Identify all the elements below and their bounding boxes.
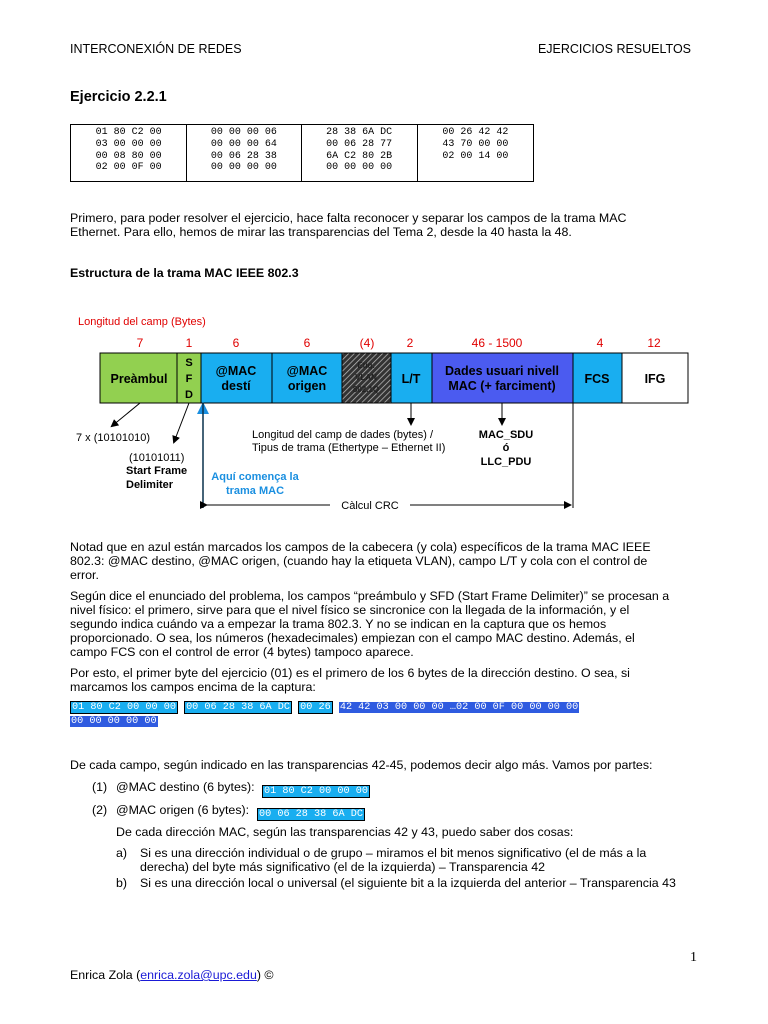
hex-column: 01 80 C2 00 03 00 00 00 00 08 80 00 02 00 0F 00 — [71, 125, 187, 182]
hex-column: 28 38 6A DC 00 06 28 77 6A C2 80 2B 00 00 00 00 — [301, 125, 417, 182]
sfd-note-1: (10101011) — [129, 452, 185, 464]
data-field — [432, 353, 573, 403]
lt-label: L/T — [401, 372, 421, 386]
sfd-letter: D — [185, 389, 193, 401]
vlan-label-3: 802.1Q — [352, 385, 380, 394]
capture-line-2 — [70, 716, 158, 727]
capture-line-1 — [70, 702, 579, 713]
preambul-label: Preàmbul — [110, 372, 168, 386]
intro-line-1: Primero, para poder resolver el ejercicio, hace falta reconocer y separar los campos de la trama MAC — [70, 211, 627, 225]
sub-a-label: a) — [116, 846, 128, 860]
sfd-note-3: Delimiter — [126, 479, 174, 491]
blue-note-line-1: Notad que en azul están marcados los campos de la cabecera (y cola) específicos de la trama MAC IEEE — [70, 540, 651, 554]
section-heading: Estructura de la trama MAC IEEE 802.3 — [70, 266, 299, 280]
header-right: EJERCICIOS RESUELTOS — [537, 42, 691, 56]
size-mac-orig: 6 — [303, 336, 311, 350]
lt-note-2: Tipus de trama (Ethertype – Ethernet II) — [252, 442, 446, 454]
ifg-label: IFG — [644, 372, 666, 386]
page-number: 1 — [690, 950, 697, 965]
enunciado-line: segundo indica cuándo va a empezar la trama 802.3. Y no se indican en la captura que os hemos — [70, 617, 607, 631]
fcs-label: FCS — [584, 372, 610, 386]
por-esto-line-1: Por esto, el primer byte del ejercicio (01) es el primero de los 6 bytes de la dirección destino. O sea, si — [70, 666, 630, 680]
preambul-note: 7 x (10101010) — [76, 432, 150, 444]
header-left: INTERCONEXIÓN DE REDES — [70, 42, 242, 56]
list-label: @MAC origen (6 bytes): — [116, 803, 250, 817]
data-label-1: Dades usuari nivell — [445, 364, 559, 378]
por-esto-line-2: marcamos los campos encima de la captura: — [70, 680, 316, 694]
sfd-letter: F — [185, 373, 193, 385]
capture-mac-dest: 01 80 C2 00 00 00 — [72, 702, 176, 713]
size-sfd: 1 — [185, 336, 193, 350]
list-num: (2) — [92, 803, 108, 817]
footer-end: ) © — [256, 968, 274, 982]
sdu-note-2: ó — [502, 442, 510, 454]
footer-email-link[interactable]: enrica.zola@upc.edu — [140, 968, 257, 982]
sdu-note-3: LLC_PDU — [480, 456, 532, 468]
sub-a-line-1: Si es una dirección individual o de grupo – miramos el bit menos significativo (el de más a la — [140, 846, 647, 860]
footer-name: Enrica Zola ( — [70, 968, 141, 982]
sfd-arrow — [174, 403, 189, 442]
mac-dest-field — [201, 353, 272, 403]
blue-note-line-2: 802.3: @MAC destino, @MAC origen, (cuando hay la etiqueta VLAN), campo L/T y cola con el control de — [70, 554, 648, 568]
intro-line-2: Ethernet. Para ello, hemos de mirar las transparencias del Tema 2, desde la 40 hasta la 48. — [70, 225, 572, 239]
start-note-2: trama MAC — [225, 485, 285, 497]
list-label: @MAC destino (6 bytes): — [116, 780, 255, 794]
sdu-note-1: MAC_SDU — [478, 429, 534, 441]
list-num: (1) — [92, 780, 108, 794]
blue-note-line-3: error. — [70, 568, 99, 582]
length-label: Longitud del camp (Bytes) — [78, 316, 206, 328]
capture-lt: 00 26 — [300, 702, 331, 713]
list-value-mac-dest: 01 80 C2 00 00 00 — [264, 786, 368, 797]
mac-orig-label-1: @MAC — [286, 364, 328, 378]
exercise-title: Ejercicio 2.2.1 — [70, 89, 167, 105]
hex-column: 00 26 42 42 43 70 00 00 02 00 14 00 — [417, 125, 533, 182]
mac-frame-diagram — [0, 300, 768, 520]
lt-note-1: Longitud del camp de dades (bytes) / — [252, 429, 434, 441]
vlan-label-1: Etiq. — [357, 361, 375, 370]
mac-orig-field — [272, 353, 342, 403]
data-label-2: MAC (+ farciment) — [448, 379, 556, 393]
size-vlan: (4) — [359, 336, 375, 350]
footer — [70, 968, 274, 982]
capture-data: 42 42 03 00 00 00 …02 00 0F 00 00 00 00 — [339, 702, 579, 713]
crc-label: Càlcul CRC — [341, 500, 399, 512]
enunciado-line: proporcionado. O sea, los números (hexadecimales) empiezan con el campo MAC destino. Además, el — [70, 631, 635, 645]
capture-data-cont: 00 00 00 00 00 — [71, 716, 157, 727]
enunciado-line: nivel físico: el primero, sirve para que el nivel físico se sincronice con la llegada de la información, y el — [70, 603, 630, 617]
campo-intro: De cada campo, según indicado en las transparencias 42-45, podemos decir algo más. Vamos por partes: — [70, 758, 653, 772]
sfd-letter: S — [185, 357, 193, 369]
enunciado-line: campo FCS con el control de error (4 bytes) tampoco aparece. — [70, 645, 414, 659]
sub-a-line-2: derecha) del byte más significativo (el de la izquierda) – Transparencia 42 — [140, 860, 545, 874]
size-lt: 2 — [406, 336, 414, 350]
mac-dest-label-2: destí — [221, 379, 251, 393]
preambul-arrow — [112, 403, 140, 426]
vlan-label-2: VLAN — [355, 373, 377, 382]
list-value-mac-orig: 00 06 28 38 6A DC — [259, 809, 363, 820]
enunciado-line: Según dice el enunciado del problema, los campos “preámbulo y SFD (Start Frame Delimiter)” se procesan a — [70, 589, 670, 603]
mac-intro: De cada dirección MAC, según las transparencias 42 y 43, puedo saber dos cosas: — [116, 825, 574, 839]
size-preambul: 7 — [136, 336, 144, 350]
hex-dump-table — [70, 124, 534, 182]
sub-b-line-1: Si es una dirección local o universal (el siguiente bit a la izquierda del anterior – Transparencia 43 — [140, 876, 676, 890]
mac-orig-label-2: origen — [287, 379, 327, 393]
size-data: 46 - 1500 — [471, 336, 523, 350]
sfd-note-2: Start Frame — [126, 465, 188, 477]
mac-dest-label-1: @MAC — [215, 364, 257, 378]
sub-b-label: b) — [116, 876, 128, 890]
capture-mac-orig: 00 06 28 38 6A DC — [186, 702, 290, 713]
start-note-1: Aquí comença la — [211, 471, 299, 483]
size-mac-dest: 6 — [232, 336, 240, 350]
size-fcs: 4 — [596, 336, 604, 350]
hex-column: 00 00 00 06 00 00 00 64 00 06 28 38 00 00 00 00 — [187, 125, 301, 182]
size-ifg: 12 — [647, 336, 661, 350]
